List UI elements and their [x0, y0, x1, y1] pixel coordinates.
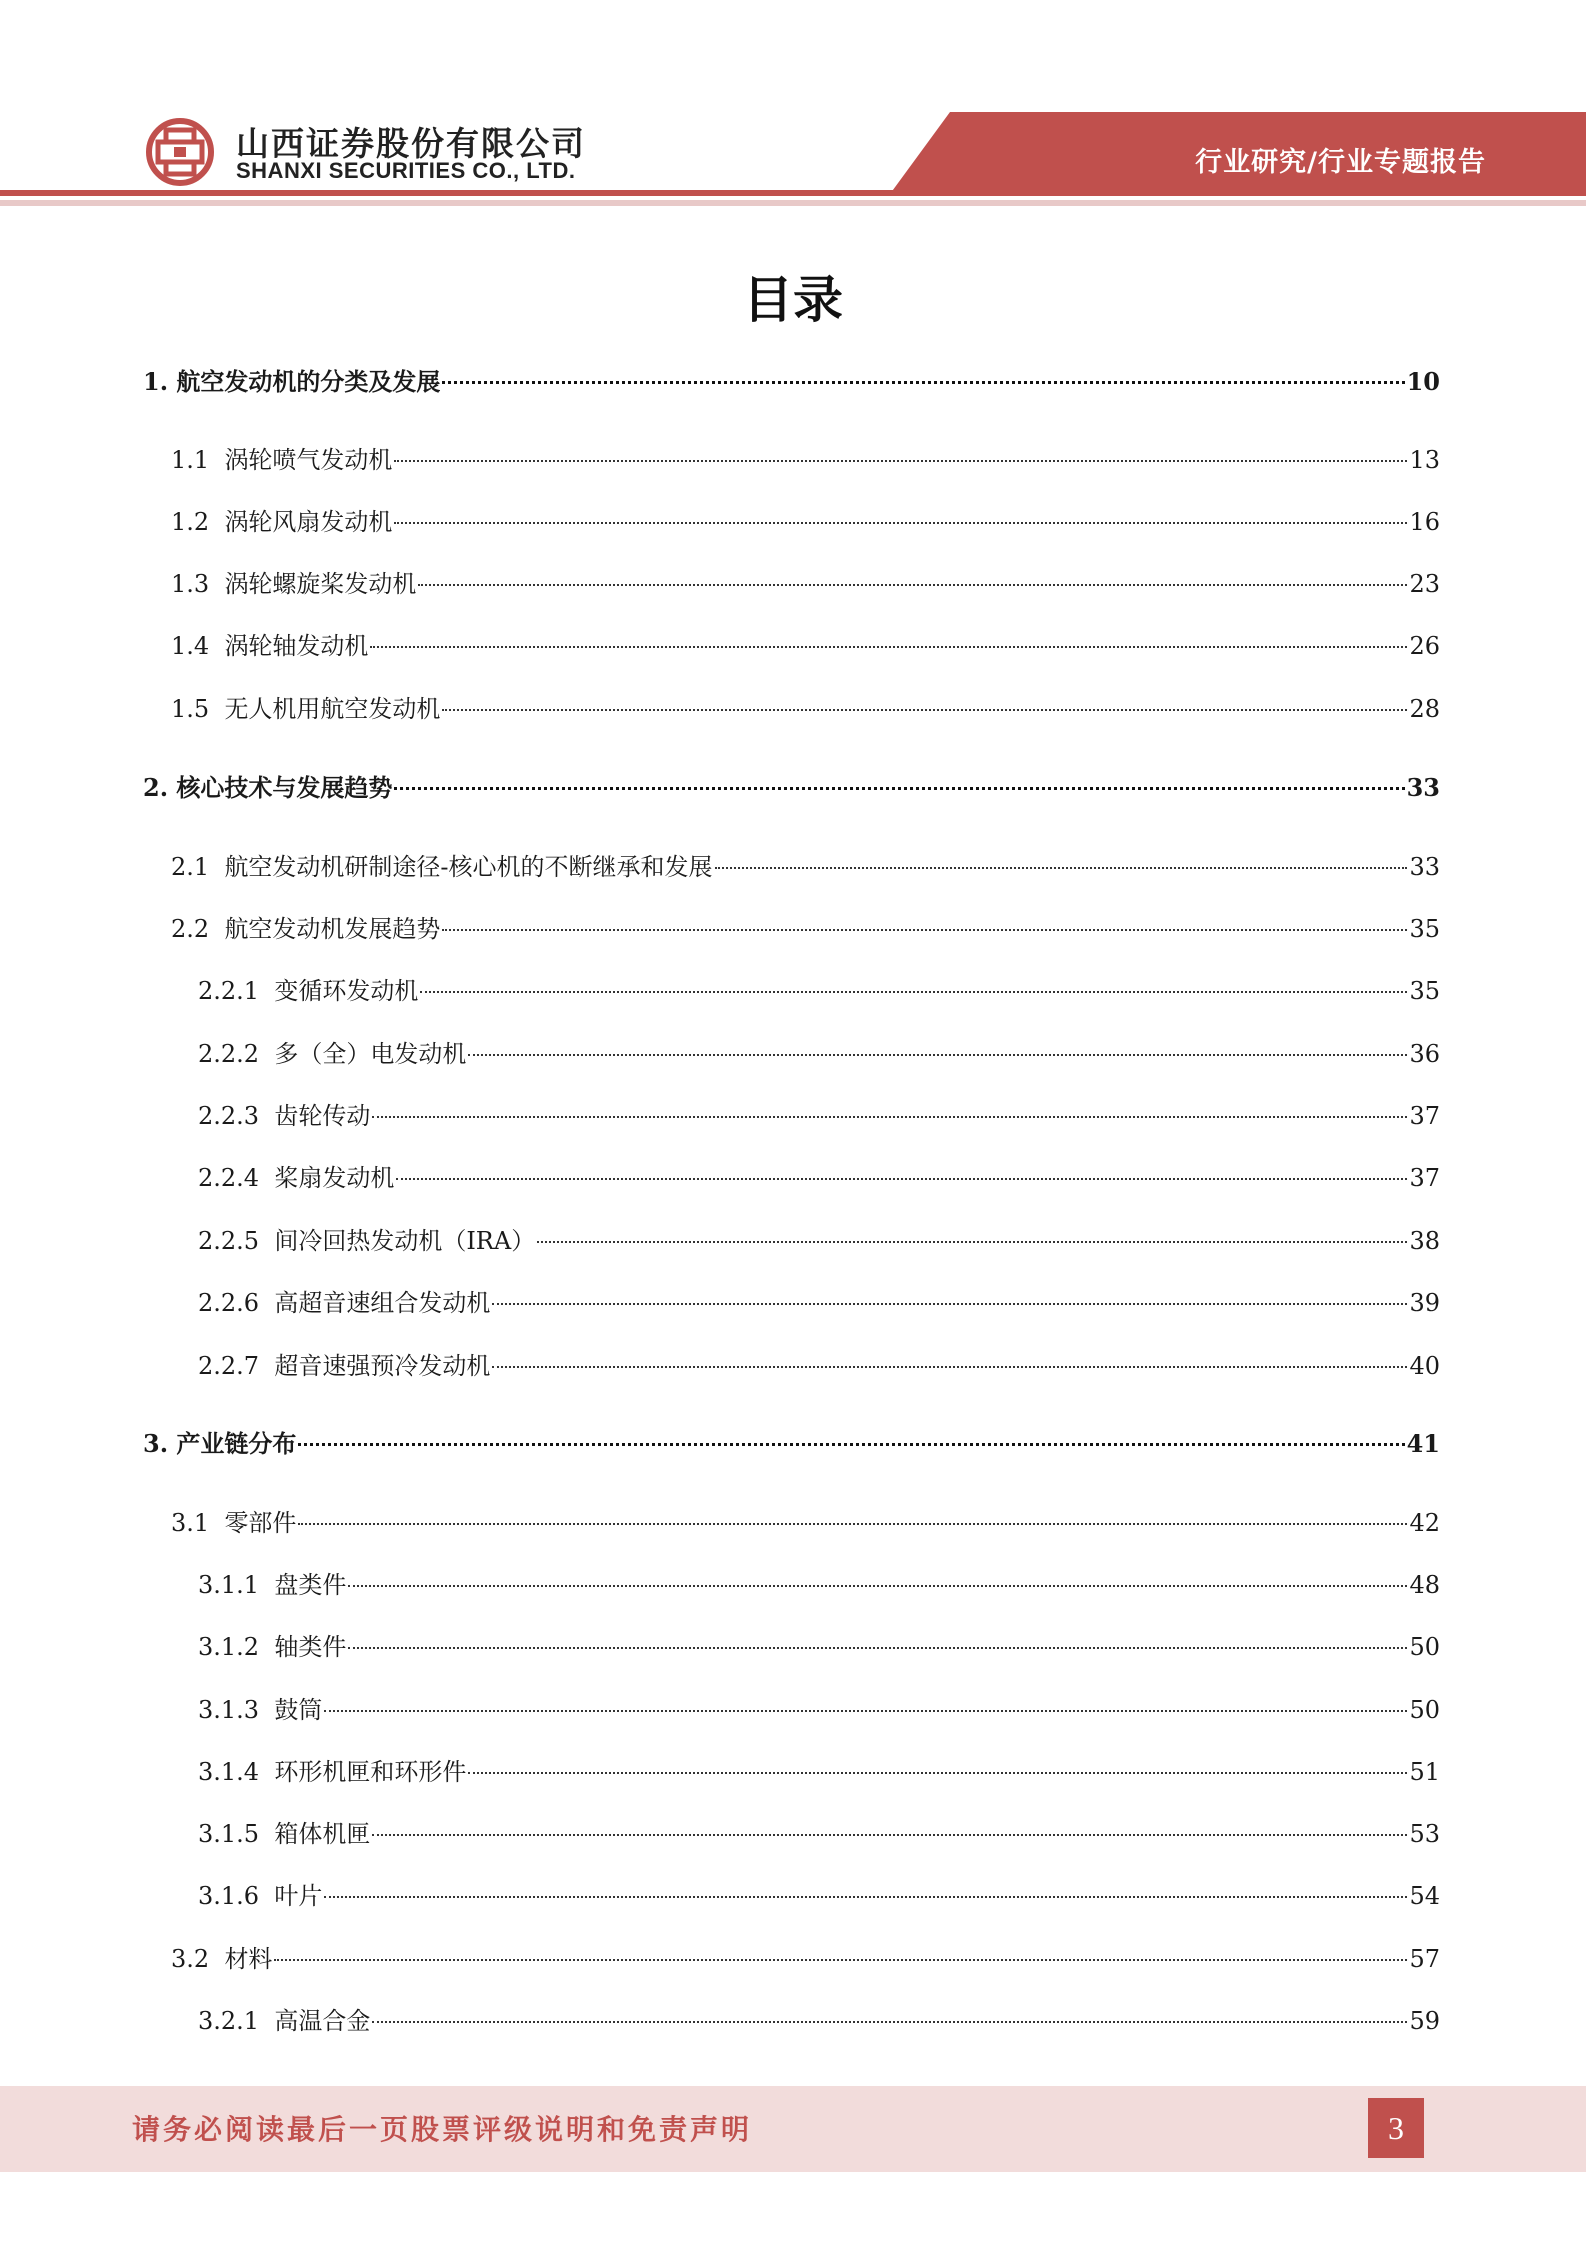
- toc-entry[interactable]: 3.2.1 高温合金 59: [198, 2007, 1440, 2035]
- disclaimer-text: 请务必阅读最后一页股票评级说明和免责声明: [132, 2113, 753, 2146]
- toc-entry[interactable]: 2.2.6 高超音速组合发动机 39: [198, 1289, 1440, 1317]
- toc-entry[interactable]: 3.1 零部件 42: [171, 1509, 1440, 1537]
- toc-entry[interactable]: 2.2.4 桨扇发动机 37: [198, 1164, 1440, 1192]
- header-rule: [0, 190, 1586, 196]
- toc-entry[interactable]: 3.1.3 鼓筒 50: [198, 1696, 1440, 1724]
- toc-entry[interactable]: 3. 产业链分布 41: [143, 1429, 1440, 1458]
- toc-entry[interactable]: 1.5 无人机用航空发动机 28: [171, 695, 1440, 723]
- page-footer: [0, 2086, 1586, 2172]
- toc-entry[interactable]: 2.2.5 间冷回热发动机（IRA） 38: [198, 1227, 1440, 1255]
- toc-entry[interactable]: 3.2 材料 57: [171, 1945, 1440, 1973]
- company-name-en: SHANXI SECURITIES CO., LTD.: [236, 158, 576, 183]
- toc-entry[interactable]: 2.2.2 多（全）电发动机 36: [198, 1040, 1440, 1068]
- toc-entry[interactable]: 1.1 涡轮喷气发动机 13: [171, 446, 1440, 474]
- toc-entry[interactable]: 3.1.5 箱体机匣 53: [198, 1820, 1440, 1848]
- toc-entry[interactable]: 3.1.1 盘类件 48: [198, 1571, 1440, 1599]
- header-rule-light: [0, 200, 1586, 206]
- company-name-cn: 山西证券股份有限公司: [236, 124, 586, 163]
- toc-entry[interactable]: 2. 核心技术与发展趋势 33: [143, 773, 1440, 802]
- toc-entry[interactable]: 2.2.1 变循环发动机 35: [198, 977, 1440, 1005]
- toc-entry[interactable]: 2.2 航空发动机发展趋势 35: [171, 915, 1440, 943]
- toc-entry[interactable]: 1.4 涡轮轴发动机 26: [171, 632, 1440, 660]
- toc-entry[interactable]: 2.2.7 超音速强预冷发动机 40: [198, 1352, 1440, 1380]
- report-type-label: 行业研究/行业专题报告: [1195, 147, 1486, 178]
- page-header: [0, 0, 1586, 215]
- page-title: 目录: [743, 271, 843, 329]
- page-number: 3: [1368, 2098, 1424, 2158]
- toc-entry[interactable]: 3.1.6 叶片 54: [198, 1882, 1440, 1910]
- toc-entry[interactable]: 3.1.4 环形机匣和环形件 51: [198, 1758, 1440, 1786]
- toc-entry[interactable]: 3.1.2 轴类件 50: [198, 1633, 1440, 1661]
- toc-entry[interactable]: 2.2.3 齿轮传动 37: [198, 1102, 1440, 1130]
- toc-entry[interactable]: 2.1 航空发动机研制途径-核心机的不断继承和发展 33: [171, 853, 1440, 881]
- company-logo-icon: [146, 118, 214, 186]
- toc-entry[interactable]: 1.3 涡轮螺旋桨发动机 23: [171, 570, 1440, 598]
- toc-entry[interactable]: 1. 航空发动机的分类及发展 10: [143, 367, 1440, 396]
- toc-entry[interactable]: 1.2 涡轮风扇发动机 16: [171, 508, 1440, 536]
